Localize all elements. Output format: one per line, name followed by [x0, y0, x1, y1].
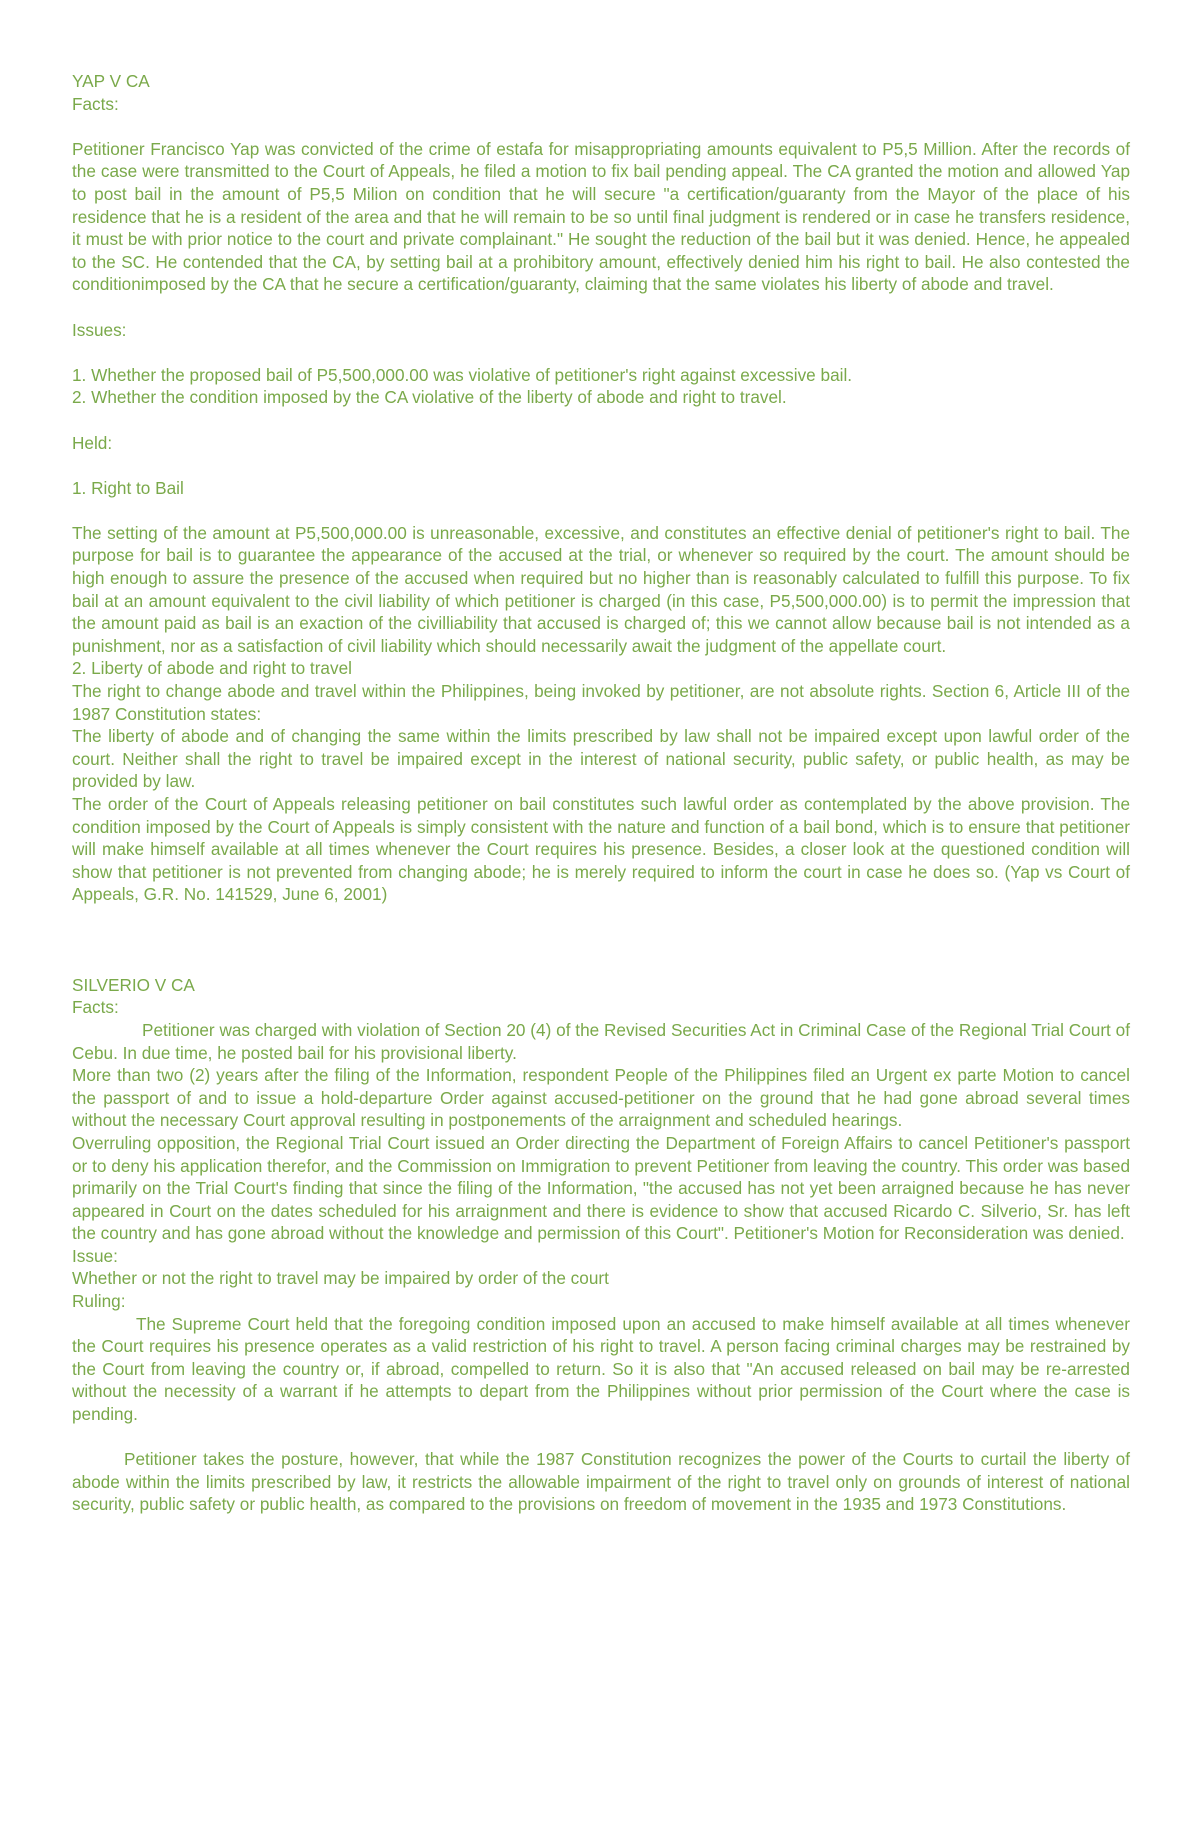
spacer — [72, 906, 1130, 929]
spacer — [72, 951, 1130, 974]
held-paragraph-order: The order of the Court of Appeals releasing petitioner on bail constitutes such lawful order as contemplated by the above provision. The condition imposed by the Court of Appeals is simply consistent with the nature and function of a bail bond, which is to ensure that petitioner will make himself available at all times whenever the Court requires his presence. Besides, a closer look at the questioned condition will show that petitioner is not prevented from changing abode; he is merely required to inform the court in case he does so. (Yap vs Court of Appeals, G.R. No. 141529, June 6, 2001) — [72, 794, 1130, 905]
facts-paragraph: Petitioner Francisco Yap was convicted of the crime of estafa for misappropriating amounts equivalent to P5,5 Million. After the records of the case were transmitted to the Court of Appeals, he filed a motion to fix bail pending appeal. The CA granted the motion and allowed Yap to post bail in the amount of P5,5 Milion on condition that he will secure "a certification/guaranty from the Mayor of the place of his residence that he is a resident of the area and that he will remain to be so until final judgment is rendered or in case he transfers residence, it must be with prior notice to the court and private complainant." He sought the reduction of the bail but it was denied. Hence, he appealed to the SC. He contended that the CA, by setting bail at a prohibitory amount, effectively denied him his right to bail. He also contested the conditionimposed by the CA that he secure a certification/guaranty, claiming that the same violates his liberty of abode and travel. — [72, 138, 1130, 295]
spacer — [72, 929, 1130, 952]
held-subheading-liberty: 2. Liberty of abode and right to travel — [72, 658, 352, 679]
case-title-silverio: SILVERIO V CA — [72, 974, 195, 995]
spacer — [72, 454, 1130, 477]
held-paragraph-liberty: The right to change abode and travel within the Philippines, being invoked by petitioner, are not absolute rights. Section 6, Article III of the 1987 Constitution states: — [72, 681, 1130, 724]
issue-text: Whether or not the right to travel may be impaired by order of the court — [72, 1268, 609, 1289]
spacer — [72, 341, 1130, 364]
constitution-quote: The liberty of abode and of changing the same within the limits prescribed by law shall not be impaired except upon lawful order of the court. Neither shall the right to travel be impaired except in the interest of national security, public safety, or public health, as may be provided by law. — [72, 726, 1130, 792]
facts-paragraph: Petitioner was charged with violation of Section 20 (4) of the Revised Securities Act in Criminal Case of the Regional Trial Court of Cebu. In due time, he posted bail for his provisional liberty. — [72, 1019, 1130, 1063]
facts-paragraph: Overruling opposition, the Regional Trial Court issued an Order directing the Department of Foreign Affairs to cancel Petitioner's passport or to deny his application therefor, and the Commission on Immigration to prevent Petitioner from leaving the country. This order was based primarily on the Trial Court's finding that since the filing of the Information, "the accused has not yet been arraigned because he has never appeared in Court on the dates scheduled for his arraignment and there is evidence to show that accused Ricardo C. Silverio, Sr. has left the country and has gone abroad without the knowledge and permission of this Court". Petitioner's Motion for Reconsideration was denied. — [72, 1132, 1130, 1244]
held-paragraph-bail: The setting of the amount at P5,500,000.00 is unreasonable, excessive, and constitutes an effective denial of petitioner's right to bail. The purpose for bail is to guarantee the appearance of the accused at the trial, or whenever so required by the court. The amount should be high enough to assure the presence of the accused when required but no higher than is reasonably calculated to fulfill this purpose. To fix bail at an amount equivalent to the civil liability of which petitioner is charged (in this case, P5,500,000.00) is to permit the impression that the amount paid as bail is an exaction of the civilliability that accused is charged of; this we cannot allow because bail is not intended as a punishment, nor as a satisfaction of civil liability which should necessarily await the judgment of the appellate court. — [72, 522, 1130, 656]
spacer — [72, 409, 1130, 432]
issue-item: 2. Whether the condition imposed by the CA violative of the liberty of abode and right to travel. — [72, 387, 787, 408]
ruling-heading: Ruling: — [72, 1291, 126, 1312]
issues-heading: Issues: — [72, 319, 127, 340]
facts-heading: Facts: — [72, 93, 119, 114]
ruling-paragraph: Petitioner takes the posture, however, that while the 1987 Constitution recognizes the power of the Courts to curtail the liberty of abode within the limits prescribed by law, it restricts the allowable impairment of the right to travel only on grounds of interest of national security, public safety or public health, as compared to the provisions on freedom of movement in the 1935 and 1973 Constitutions. — [72, 1449, 1130, 1515]
case-title-yap: YAP V CA — [72, 71, 150, 91]
issue-item: 1. Whether the proposed bail of P5,500,000.00 was violative of petitioner's right against excessive bail. — [72, 364, 853, 385]
facts-heading: Facts: — [72, 997, 119, 1018]
issue-heading: Issue: — [72, 1245, 118, 1266]
held-heading: Held: — [72, 432, 113, 453]
spacer — [72, 1426, 1130, 1449]
spacer — [72, 296, 1130, 319]
held-subheading-bail: 1. Right to Bail — [72, 477, 184, 498]
spacer — [72, 499, 1130, 522]
ruling-paragraph: The Supreme Court held that the foregoing condition imposed upon an accused to make himself available at all times whenever the Court requires his presence operates as a valid restriction of his right to travel. A person facing criminal charges may be restrained by the Court from leaving the country or, if abroad, compelled to return. So it is also that "An accused released on bail may be re-arrested without the necessity of a warrant if he attempts to depart from the Philippines without prior permission of the Court where the case is pending. — [72, 1313, 1130, 1425]
spacer — [72, 115, 1130, 138]
facts-paragraph: More than two (2) years after the filing of the Information, respondent People of the Philippines filed an Urgent ex parte Motion to cancel the passport of and to issue a hold-departure Order against accused-petitioner on the ground that he had gone abroad several times without the necessary Court approval resulting in postponements of the arraignment and scheduled hearings. — [72, 1065, 1130, 1131]
document-page — [72, 70, 1130, 1516]
